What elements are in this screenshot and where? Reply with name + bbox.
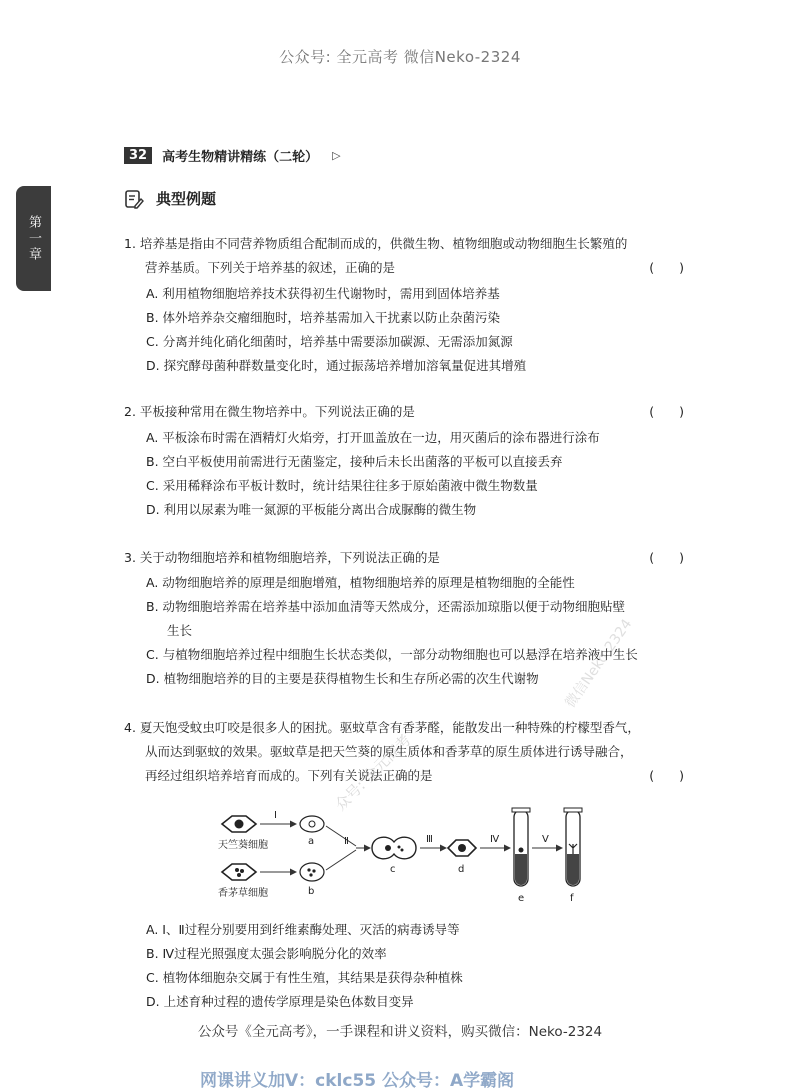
step-ii-label: Ⅱ (344, 836, 349, 847)
label-b: b (308, 886, 315, 897)
citronella-cell-icon (222, 864, 256, 880)
option-text: Ⅳ过程光照强度太强会影响脱分化的效率 (162, 946, 387, 961)
option-label: D. (146, 358, 160, 373)
step-v-label: Ⅴ (542, 834, 549, 845)
notebook-icon (124, 189, 144, 209)
option-b (146, 942, 686, 966)
diagonal-watermark-2: 微信Neko-2324 (562, 616, 636, 711)
stem-line: 2. 平板接种常用在微生物培养中。下列说法正确的是 (124, 404, 415, 419)
protoplast-b (300, 863, 324, 881)
geranium-label: 天竺葵细胞 (218, 840, 268, 851)
option-d (146, 354, 686, 378)
option-label: A. (146, 922, 159, 937)
label-d: d (458, 864, 465, 875)
option-text: 植物细胞培养的目的主要是获得植物生长和生存所必需的次生代谢物 (163, 671, 539, 686)
option-label: B. (146, 599, 159, 614)
geranium-cell-icon (222, 816, 256, 832)
step-iv-label: Ⅳ (490, 834, 500, 845)
step-i-label: Ⅰ (274, 810, 277, 821)
option-label: D. (146, 502, 160, 517)
option-c (146, 330, 686, 354)
option-text: 与植物细胞培养过程中细胞生长状态类似，一部分动物细胞也可以悬浮在培养液中生长 (162, 647, 638, 662)
option-text: 探究酵母菌种群数量变化时，通过振荡培养增加溶氧量促进其增殖 (163, 358, 527, 373)
label-c: c (390, 864, 396, 875)
stem-line: 再经过组织培养培育而成的。下列有关说法正确的是 (145, 768, 433, 783)
stem-line: 1. 培养基是指由不同营养物质组合配制而成的，供微生物、植物细胞或动物细胞生长繁殖的 (124, 236, 628, 251)
option-a (146, 918, 686, 942)
option-text: 平板涂布时需在酒精灯火焰旁，打开皿盖放在一边，用灭菌后的涂布器进行涂布 (162, 430, 600, 445)
option-text: 利用以尿素为唯一氮源的平板能分离出合成脲酶的微生物 (163, 502, 477, 517)
option-c (146, 966, 686, 990)
play-icon: ▷ (332, 149, 341, 162)
protoplast-fusion-diagram (210, 804, 590, 908)
option-text: 利用植物细胞培养技术获得初生代谢物时，需用到固体培养基 (162, 286, 500, 301)
option-b (146, 450, 686, 474)
option-label: C. (146, 334, 159, 349)
option-text: 空白平板使用前需进行无菌鉴定，接种后未长出菌落的平板可以直接丢弃 (162, 454, 563, 469)
option-list (146, 426, 686, 522)
section-title: 典型例题 (156, 190, 217, 208)
option-label: B. (146, 310, 159, 325)
answer-blank: ( ) (649, 768, 684, 783)
option-text: 动物细胞培养需在培养基中添加血清等天然成分，还需添加琼脂以便于动物细胞贴壁 (162, 599, 626, 614)
bottom-watermark: 公众号《全元高考》，一手课程和讲义资料，购买微信：Neko-2324 (197, 1024, 603, 1040)
option-label: A. (146, 286, 159, 301)
option-label: C. (146, 970, 159, 985)
bottom-cut-banner: 网课讲义加V：cklc55 公众号：A学霸阁 (200, 1071, 515, 1091)
answer-blank: ( ) (649, 550, 684, 565)
option-text: 采用稀释涂布平板计数时，统计结果往往多于原始菌液中微生物数量 (162, 478, 538, 493)
label-a: a (308, 836, 315, 847)
option-label: A. (146, 575, 159, 590)
option-a (146, 282, 686, 306)
answer-blank: ( ) (649, 260, 684, 275)
section-heading (124, 188, 216, 209)
option-label: C. (146, 647, 159, 662)
option-d (146, 498, 686, 522)
top-watermark: 公众号: 全元高考 微信Neko-2324 (279, 48, 521, 66)
question-stem (124, 232, 684, 280)
option-a (146, 426, 686, 450)
diagonal-watermark: 众号: 全元高考 (331, 730, 415, 815)
question-stem (124, 546, 684, 570)
stem-line: 营养基质。下列关于培养基的叙述，正确的是 (145, 260, 396, 275)
option-label: C. (146, 478, 159, 493)
option-b (146, 595, 686, 619)
fused-protoplast-c (372, 837, 416, 859)
option-list (146, 918, 686, 1014)
option-label: D. (146, 994, 160, 1009)
option-text: Ⅰ、Ⅱ过程分别要用到纤维素酶处理、灭活的病毒诱导等 (162, 922, 460, 937)
option-label: D. (146, 671, 160, 686)
page-number: 32 (124, 147, 152, 164)
option-text: 生长 (167, 623, 193, 638)
option-b (146, 306, 686, 330)
option-label: B. (146, 454, 159, 469)
answer-blank: ( ) (649, 404, 684, 419)
option-text: 上述育种过程的遗传学原理是染色体数目变异 (163, 994, 414, 1009)
label-e: e (518, 893, 525, 904)
chapter-tab: 第一章 (16, 186, 51, 291)
stem-line: 4. 夏天饱受蚊虫叮咬是很多人的困扰。驱蚊草含有香茅醛，能散发出一种特殊的柠檬型香气， (124, 720, 640, 735)
option-label: A. (146, 430, 159, 445)
option-text: 体外培养杂交瘤细胞时，培养基需加入干扰素以防止杂菌污染 (162, 310, 501, 325)
option-a (146, 571, 686, 595)
citronella-label: 香茅草细胞 (218, 888, 268, 899)
label-f: f (570, 893, 574, 904)
option-d (146, 990, 686, 1014)
option-list (146, 282, 686, 378)
stem-line: 从而达到驱蚊的效果。驱蚊草是把天竺葵的原生质体和香茅草的原生质体进行诱导融合， (145, 744, 633, 759)
option-text: 动物细胞培养的原理是细胞增殖，植物细胞培养的原理是植物细胞的全能性 (162, 575, 575, 590)
stem-line: 3. 关于动物细胞培养和植物细胞培养，下列说法正确的是 (124, 550, 440, 565)
option-c (146, 474, 686, 498)
test-tube-f (564, 808, 582, 886)
book-title: 高考生物精讲精练（二轮） (162, 150, 319, 165)
test-tube-e (512, 808, 530, 886)
option-list (146, 571, 686, 691)
question-stem (124, 400, 684, 424)
step-iii-label: Ⅲ (426, 834, 433, 845)
option-text: 植物体细胞杂交属于有性生殖，其结果是获得杂种植株 (162, 970, 463, 985)
option-text: 分离并纯化硝化细菌时，培养基中需要添加碳源、无需添加氮源 (162, 334, 513, 349)
option-label: B. (146, 946, 159, 961)
page-header (124, 146, 341, 165)
